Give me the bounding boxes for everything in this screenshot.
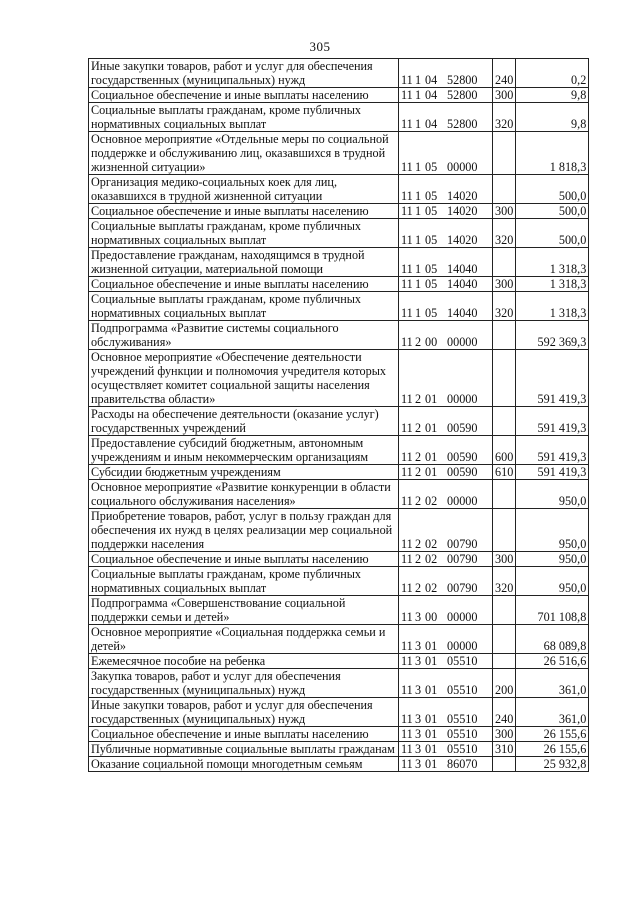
row-name: Основное мероприятие «Обеспечение деятельности учреждений функции и полномочия учредителя которых осуществляет комитет социальной защиты населения правительства области» [89, 350, 399, 407]
table-row [89, 204, 589, 219]
row-amount: 1 318,3 [516, 277, 589, 292]
row-expense-type: 240 [493, 59, 516, 88]
row-subprogram: 2 [415, 421, 422, 435]
row-amount: 591 419,3 [516, 350, 589, 407]
row-subprogram: 1 [415, 262, 422, 276]
row-amount: 9,8 [516, 103, 589, 132]
row-direction: 00000 [447, 494, 478, 508]
row-amount: 26 516,6 [516, 654, 589, 669]
row-amount: 950,0 [516, 552, 589, 567]
row-program: 11 [401, 552, 413, 566]
row-event: 01 [425, 757, 438, 771]
row-expense-type [493, 248, 516, 277]
row-program: 11 [401, 494, 413, 508]
row-program: 11 [401, 537, 413, 551]
table-row [89, 654, 589, 669]
row-name: Социальные выплаты гражданам, кроме публичных нормативных социальных выплат [89, 292, 399, 321]
row-subprogram: 3 [415, 639, 422, 653]
row-amount: 25 932,8 [516, 757, 589, 772]
row-subprogram: 2 [415, 335, 422, 349]
row-expense-type: 320 [493, 219, 516, 248]
row-program: 11 [401, 189, 413, 203]
row-subprogram: 3 [415, 610, 422, 624]
row-program: 11 [401, 581, 413, 595]
row-subprogram: 1 [415, 277, 422, 291]
row-amount: 592 369,3 [516, 321, 589, 350]
row-direction: 14040 [447, 262, 478, 276]
row-code [399, 698, 493, 727]
row-expense-type [493, 596, 516, 625]
row-name: Иные закупки товаров, работ и услуг для обеспечения государственных (муниципальных) нужд [89, 59, 399, 88]
row-direction: 00790 [447, 537, 478, 551]
row-subprogram: 3 [415, 742, 422, 756]
row-amount: 591 419,3 [516, 407, 589, 436]
row-name: Социальное обеспечение и иные выплаты населению [89, 727, 399, 742]
table-row [89, 88, 589, 103]
row-name: Основное мероприятие «Отдельные меры по социальной поддержке и обслуживанию лиц, оказавшихся в трудной жизненной ситуации» [89, 132, 399, 175]
row-name: Предоставление субсидий бюджетным, автономным учреждениям и иным некоммерческим организациям [89, 436, 399, 465]
row-expense-type: 300 [493, 204, 516, 219]
row-code [399, 175, 493, 204]
row-subprogram: 2 [415, 465, 422, 479]
row-event: 02 [425, 494, 438, 508]
row-amount: 361,0 [516, 669, 589, 698]
row-code [399, 509, 493, 552]
row-program: 11 [401, 610, 413, 624]
row-direction: 05510 [447, 742, 478, 756]
row-subprogram: 2 [415, 537, 422, 551]
row-event: 00 [425, 610, 438, 624]
row-expense-type [493, 509, 516, 552]
row-expense-type: 300 [493, 277, 516, 292]
row-direction: 00790 [447, 581, 478, 595]
row-subprogram: 1 [415, 189, 422, 203]
row-amount: 500,0 [516, 175, 589, 204]
row-expense-type: 300 [493, 552, 516, 567]
row-name: Расходы на обеспечение деятельности (оказание услуг) государственных учреждений [89, 407, 399, 436]
row-name: Организация медико-социальных коек для лиц, оказавшихся в трудной жизненной ситуации [89, 175, 399, 204]
row-code [399, 59, 493, 88]
row-program: 11 [401, 683, 413, 697]
row-code [399, 465, 493, 480]
row-direction: 14040 [447, 306, 478, 320]
row-amount: 500,0 [516, 204, 589, 219]
row-direction: 00590 [447, 450, 478, 464]
budget-table-body [89, 59, 589, 772]
row-event: 05 [425, 189, 438, 203]
row-direction: 52800 [447, 88, 478, 102]
row-expense-type: 610 [493, 465, 516, 480]
row-amount: 591 419,3 [516, 436, 589, 465]
row-event: 04 [425, 117, 438, 131]
row-expense-type: 320 [493, 103, 516, 132]
row-subprogram: 2 [415, 552, 422, 566]
row-direction: 05510 [447, 727, 478, 741]
row-name: Подпрограмма «Развитие системы социального обслуживания» [89, 321, 399, 350]
table-row [89, 757, 589, 772]
row-direction: 52800 [447, 73, 478, 87]
row-direction: 05510 [447, 654, 478, 668]
row-subprogram: 1 [415, 233, 422, 247]
row-amount: 500,0 [516, 219, 589, 248]
table-row [89, 175, 589, 204]
row-direction: 00000 [447, 639, 478, 653]
row-code [399, 219, 493, 248]
row-direction: 00000 [447, 160, 478, 174]
row-event: 01 [425, 683, 438, 697]
row-amount: 1 818,3 [516, 132, 589, 175]
table-row [89, 727, 589, 742]
row-name: Предоставление гражданам, находящимся в трудной жизненной ситуации, материальной помощи [89, 248, 399, 277]
row-program: 11 [401, 421, 413, 435]
row-name: Социальное обеспечение и иные выплаты населению [89, 204, 399, 219]
row-expense-type [493, 654, 516, 669]
row-direction: 86070 [447, 757, 478, 771]
table-row [89, 321, 589, 350]
row-amount: 68 089,8 [516, 625, 589, 654]
row-code [399, 436, 493, 465]
row-name: Социальные выплаты гражданам, кроме публичных нормативных социальных выплат [89, 567, 399, 596]
row-subprogram: 2 [415, 450, 422, 464]
row-code [399, 567, 493, 596]
row-program: 11 [401, 262, 413, 276]
row-subprogram: 1 [415, 160, 422, 174]
table-row [89, 480, 589, 509]
row-amount: 701 108,8 [516, 596, 589, 625]
row-expense-type: 600 [493, 436, 516, 465]
budget-table [88, 58, 589, 772]
row-name: Социальное обеспечение и иные выплаты населению [89, 552, 399, 567]
row-subprogram: 2 [415, 392, 422, 406]
table-row [89, 465, 589, 480]
table-row [89, 742, 589, 757]
row-program: 11 [401, 450, 413, 464]
row-expense-type [493, 132, 516, 175]
row-expense-type: 320 [493, 567, 516, 596]
table-row [89, 407, 589, 436]
row-program: 11 [401, 335, 413, 349]
row-event: 02 [425, 581, 438, 595]
table-row [89, 698, 589, 727]
row-program: 11 [401, 654, 413, 668]
row-event: 01 [425, 450, 438, 464]
row-amount: 0,2 [516, 59, 589, 88]
row-event: 02 [425, 552, 438, 566]
row-code [399, 277, 493, 292]
row-amount: 591 419,3 [516, 465, 589, 480]
row-expense-type [493, 175, 516, 204]
table-row [89, 567, 589, 596]
table-row [89, 509, 589, 552]
row-code [399, 596, 493, 625]
row-name: Ежемесячное пособие на ребенка [89, 654, 399, 669]
row-expense-type [493, 757, 516, 772]
row-name: Социальные выплаты гражданам, кроме публичных нормативных социальных выплат [89, 219, 399, 248]
row-direction: 00590 [447, 465, 478, 479]
row-code [399, 248, 493, 277]
table-row [89, 59, 589, 88]
row-program: 11 [401, 712, 413, 726]
row-event: 01 [425, 465, 438, 479]
row-subprogram: 2 [415, 581, 422, 595]
row-program: 11 [401, 306, 413, 320]
row-program: 11 [401, 727, 413, 741]
row-code [399, 480, 493, 509]
row-name: Публичные нормативные социальные выплаты гражданам [89, 742, 399, 757]
row-program: 11 [401, 639, 413, 653]
row-event: 01 [425, 742, 438, 756]
row-amount: 361,0 [516, 698, 589, 727]
row-program: 11 [401, 392, 413, 406]
row-subprogram: 3 [415, 757, 422, 771]
row-subprogram: 3 [415, 712, 422, 726]
row-amount: 1 318,3 [516, 248, 589, 277]
row-expense-type: 300 [493, 727, 516, 742]
row-subprogram: 3 [415, 727, 422, 741]
row-name: Закупка товаров, работ и услуг для обеспечения государственных (муниципальных) нужд [89, 669, 399, 698]
row-event: 04 [425, 88, 438, 102]
row-direction: 14020 [447, 233, 478, 247]
row-code [399, 321, 493, 350]
row-direction: 00790 [447, 552, 478, 566]
table-row [89, 669, 589, 698]
row-amount: 9,8 [516, 88, 589, 103]
row-code [399, 292, 493, 321]
row-expense-type: 310 [493, 742, 516, 757]
page-number: 305 [309, 39, 331, 54]
row-expense-type: 240 [493, 698, 516, 727]
row-event: 04 [425, 73, 438, 87]
row-code [399, 204, 493, 219]
row-event: 05 [425, 277, 438, 291]
row-expense-type [493, 625, 516, 654]
row-amount: 26 155,6 [516, 727, 589, 742]
row-subprogram: 1 [415, 88, 422, 102]
row-expense-type: 300 [493, 88, 516, 103]
row-event: 01 [425, 654, 438, 668]
row-code [399, 742, 493, 757]
row-event: 01 [425, 712, 438, 726]
row-program: 11 [401, 742, 413, 756]
row-expense-type [493, 350, 516, 407]
row-program: 11 [401, 277, 413, 291]
row-name: Оказание социальной помощи многодетным семьям [89, 757, 399, 772]
row-amount: 26 155,6 [516, 742, 589, 757]
table-row [89, 552, 589, 567]
row-expense-type [493, 407, 516, 436]
table-row [89, 103, 589, 132]
row-subprogram: 1 [415, 73, 422, 87]
row-event: 05 [425, 204, 438, 218]
row-name: Приобретение товаров, работ, услуг в пользу граждан для обеспечения их нужд в целях реализации мер социальной поддержки населения [89, 509, 399, 552]
row-amount: 950,0 [516, 509, 589, 552]
row-subprogram: 3 [415, 683, 422, 697]
row-direction: 00000 [447, 610, 478, 624]
table-row [89, 596, 589, 625]
row-amount: 950,0 [516, 567, 589, 596]
row-event: 05 [425, 262, 438, 276]
row-name: Социальное обеспечение и иные выплаты населению [89, 277, 399, 292]
row-code [399, 757, 493, 772]
row-direction: 14020 [447, 189, 478, 203]
row-event: 01 [425, 639, 438, 653]
row-program: 11 [401, 117, 413, 131]
row-code [399, 552, 493, 567]
row-event: 01 [425, 392, 438, 406]
row-program: 11 [401, 204, 413, 218]
row-event: 05 [425, 233, 438, 247]
row-event: 05 [425, 306, 438, 320]
row-code [399, 625, 493, 654]
row-code [399, 654, 493, 669]
row-event: 01 [425, 727, 438, 741]
row-name: Субсидии бюджетным учреждениям [89, 465, 399, 480]
row-event: 01 [425, 421, 438, 435]
row-subprogram: 1 [415, 204, 422, 218]
row-direction: 00000 [447, 392, 478, 406]
row-name: Социальные выплаты гражданам, кроме публичных нормативных социальных выплат [89, 103, 399, 132]
row-code [399, 727, 493, 742]
row-code [399, 132, 493, 175]
row-subprogram: 1 [415, 117, 422, 131]
row-code [399, 407, 493, 436]
row-name: Социальное обеспечение и иные выплаты населению [89, 88, 399, 103]
row-expense-type: 200 [493, 669, 516, 698]
table-row [89, 625, 589, 654]
row-event: 05 [425, 160, 438, 174]
row-code [399, 350, 493, 407]
table-row [89, 350, 589, 407]
row-direction: 00000 [447, 335, 478, 349]
row-program: 11 [401, 757, 413, 771]
row-subprogram: 1 [415, 306, 422, 320]
row-expense-type: 320 [493, 292, 516, 321]
table-row [89, 219, 589, 248]
row-subprogram: 3 [415, 654, 422, 668]
row-code [399, 88, 493, 103]
row-direction: 14020 [447, 204, 478, 218]
row-name: Иные закупки товаров, работ и услуг для обеспечения государственных (муниципальных) нужд [89, 698, 399, 727]
table-row [89, 292, 589, 321]
row-direction: 52800 [447, 117, 478, 131]
row-expense-type [493, 480, 516, 509]
row-expense-type [493, 321, 516, 350]
row-name: Основное мероприятие «Развитие конкуренции в области социального обслуживания населения» [89, 480, 399, 509]
row-direction: 05510 [447, 683, 478, 697]
row-amount: 950,0 [516, 480, 589, 509]
row-program: 11 [401, 233, 413, 247]
row-code [399, 103, 493, 132]
row-name: Подпрограмма «Совершенствование социальной поддержки семьи и детей» [89, 596, 399, 625]
row-program: 11 [401, 73, 413, 87]
row-direction: 05510 [447, 712, 478, 726]
row-amount: 1 318,3 [516, 292, 589, 321]
row-program: 11 [401, 160, 413, 174]
row-code [399, 669, 493, 698]
row-program: 11 [401, 88, 413, 102]
table-row [89, 132, 589, 175]
row-direction: 00590 [447, 421, 478, 435]
row-name: Основное мероприятие «Социальная поддержка семьи и детей» [89, 625, 399, 654]
row-event: 00 [425, 335, 438, 349]
table-row [89, 436, 589, 465]
row-event: 02 [425, 537, 438, 551]
row-direction: 14040 [447, 277, 478, 291]
row-program: 11 [401, 465, 413, 479]
table-row [89, 277, 589, 292]
row-subprogram: 2 [415, 494, 422, 508]
table-row [89, 248, 589, 277]
